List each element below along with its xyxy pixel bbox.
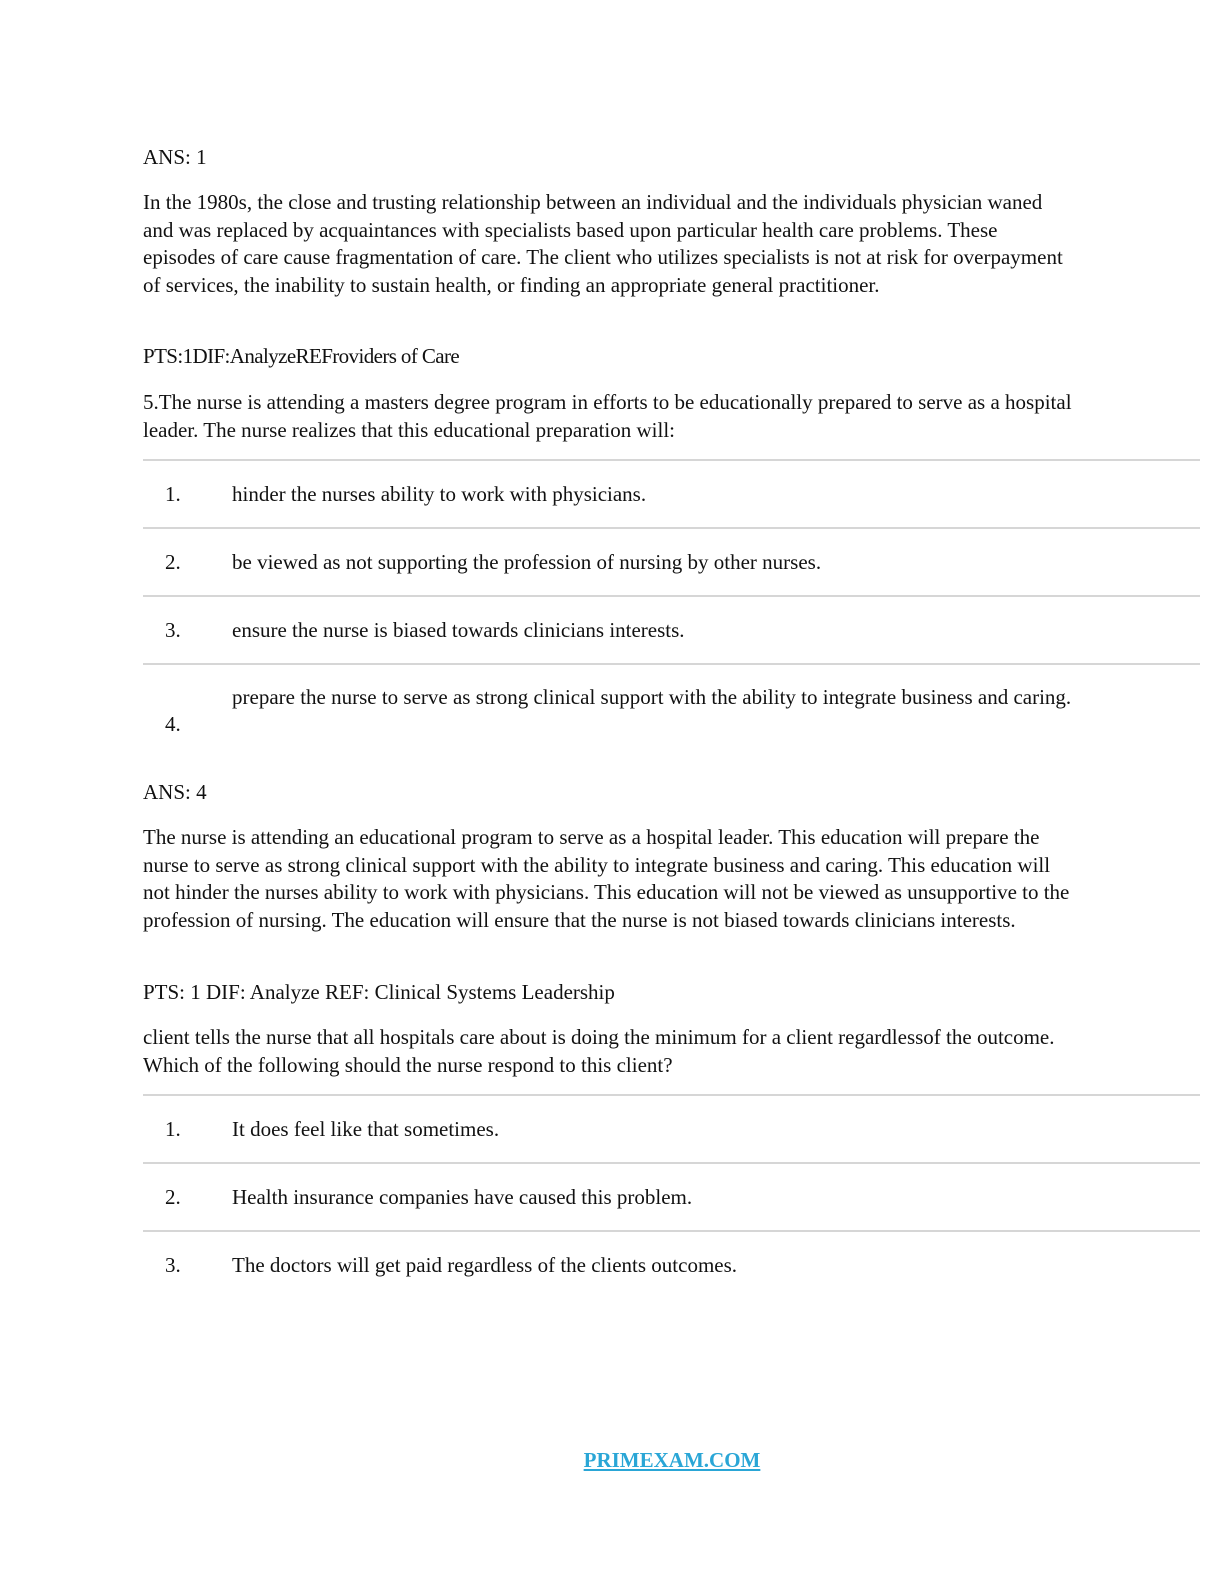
option-row xyxy=(143,663,1200,749)
option-number: 3. xyxy=(165,618,181,642)
answer-label-1: ANS: 1 xyxy=(143,145,207,169)
question-5-options xyxy=(143,459,1200,749)
option-text: hinder the nurses ability to work with physicians. xyxy=(232,482,647,506)
option-number: 1. xyxy=(165,482,181,506)
option-row xyxy=(143,527,1200,595)
option-row xyxy=(143,1162,1200,1230)
question-5-stem: 5.The nurse is attending a masters degree program in efforts to be educationally prepared to serve as a hospital leader. The nurse realizes that this educational preparation will: xyxy=(143,390,1072,442)
option-text: prepare the nurse to serve as strong clinical support with the ability to integrate business and caring. xyxy=(232,685,1072,709)
option-row xyxy=(143,459,1200,527)
option-number: 1. xyxy=(165,1117,181,1141)
option-number: 2. xyxy=(165,550,181,574)
pts-line-1: PTS:1DIF:AnalyzeREFroviders of Care xyxy=(143,344,460,368)
answer-label-5: ANS: 4 xyxy=(143,780,207,804)
rationale-1: In the 1980s, the close and trusting relationship between an individual and the individuals physician waned and was replaced by acquaintances with specialists based upon particular health care problems. These episodes of care cause fragmentation of care. The client who utilizes specialists is not at risk for overpayment of services, the inability to sustain health, or finding an appropriate general practitioner. xyxy=(143,190,1063,297)
question-6-options xyxy=(143,1094,1200,1298)
pts-line-5: PTS: 1 DIF: Analyze REF: Clinical Systems Leadership xyxy=(143,980,615,1004)
option-number: 3. xyxy=(165,1253,181,1277)
option-row xyxy=(143,1094,1200,1162)
option-text: Health insurance companies have caused this problem. xyxy=(232,1185,693,1209)
option-text: It does feel like that sometimes. xyxy=(232,1117,500,1141)
option-text: be viewed as not supporting the profession of nursing by other nurses. xyxy=(232,550,822,574)
question-6-stem: client tells the nurse that all hospitals care about is doing the minimum for a client regardlessof the outcome. Which of the following should the nurse respond to this client? xyxy=(143,1025,1055,1077)
option-row xyxy=(143,595,1200,663)
option-text: The doctors will get paid regardless of the clients outcomes. xyxy=(232,1253,738,1277)
option-text: ensure the nurse is biased towards clinicians interests. xyxy=(232,618,685,642)
rationale-5: The nurse is attending an educational program to serve as a hospital leader. This education will prepare the nurse to serve as strong clinical support with the ability to integrate business and caring. This education will not hinder the nurses ability to work with physicians. This education will not be viewed as unsupportive to the profession of nursing. The education will ensure that the nurse is not biased towards clinicians interests. xyxy=(143,825,1070,932)
footer-site-link[interactable]: PRIMEXAM.COM xyxy=(583,1448,761,1472)
option-row xyxy=(143,1230,1200,1298)
option-number: 2. xyxy=(165,1185,181,1209)
option-number: 4. xyxy=(165,712,181,736)
